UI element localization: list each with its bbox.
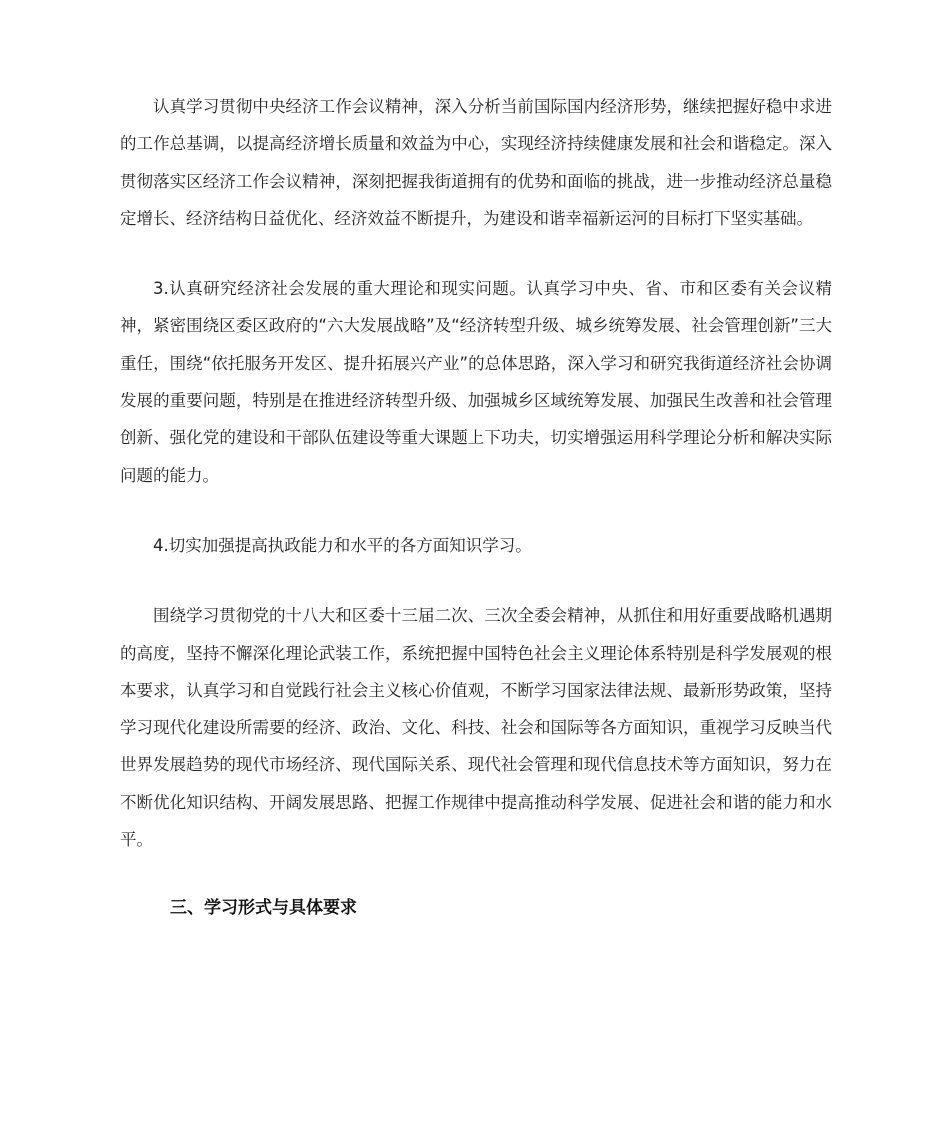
section-heading: 三、学习形式与具体要求: [170, 898, 357, 919]
paragraph-party-congress: 围绕学习贯彻党的十八大和区委十三届二次、三次全委会精神，从抓住和用好重要战略机遇期的高度，坚持不懈深化理论武装工作，系统把握中国特色社会主义理论体系特别是科学发展观的根本要求，认真学习和自觉践行社会主义核心价值观，不断学习国家法律法规、最新形势政策，坚持学习现代化建设所需要的经济、政治、文化、科技、社会和国际等各方面知识，重视学习反映当代世界发展趋势的现代市场经济、现代国际关系、现代社会管理和现代信息技术等方面知识，努力在不断优化知识结构、开阔发展思路、把握工作规律中提高推动科学发展、促进社会和谐的能力和水平。: [120, 606, 832, 850]
paragraph-knowledge-study: 4.切实加强提高执政能力和水平的各方面知识学习。: [153, 535, 532, 555]
document-body: [120, 88, 832, 927]
paragraph-research-issues: 3.认真研究经济社会发展的重大理论和现实问题。认真学习中央、省、市和区委有关会议精神，紧密围绕区委区政府的“六大发展战略”及“经济转型升级、城乡统筹发展、社会管理创新”三大重任，围绕“依托服务开发区、提升拓展兴产业”的总体思路，深入学习和研究我街道经济社会协调发展的重要问题，特别是在推进经济转型升级、加强城乡区域统筹发展、加强民生改善和社会管理创新、强化党的建设和干部队伍建设等重大课题上下功夫，切实增强运用科学理论分析和解决实际问题的能力。: [120, 279, 832, 485]
paragraph-economic-work: 认真学习贯彻中央经济工作会议精神，深入分析当前国际国内经济形势，继续把握好稳中求进的工作总基调，以提高经济增长质量和效益为中心，实现经济持续健康发展和社会和谐稳定。深入贯彻落实区经济工作会议精神，深刻把握我街道拥有的优势和面临的挑战，进一步推动经济总量稳定增长、经济结构日益优化、经济效益不断提升，为建设和谐幸福新运河的目标打下坚实基础。: [120, 97, 832, 228]
